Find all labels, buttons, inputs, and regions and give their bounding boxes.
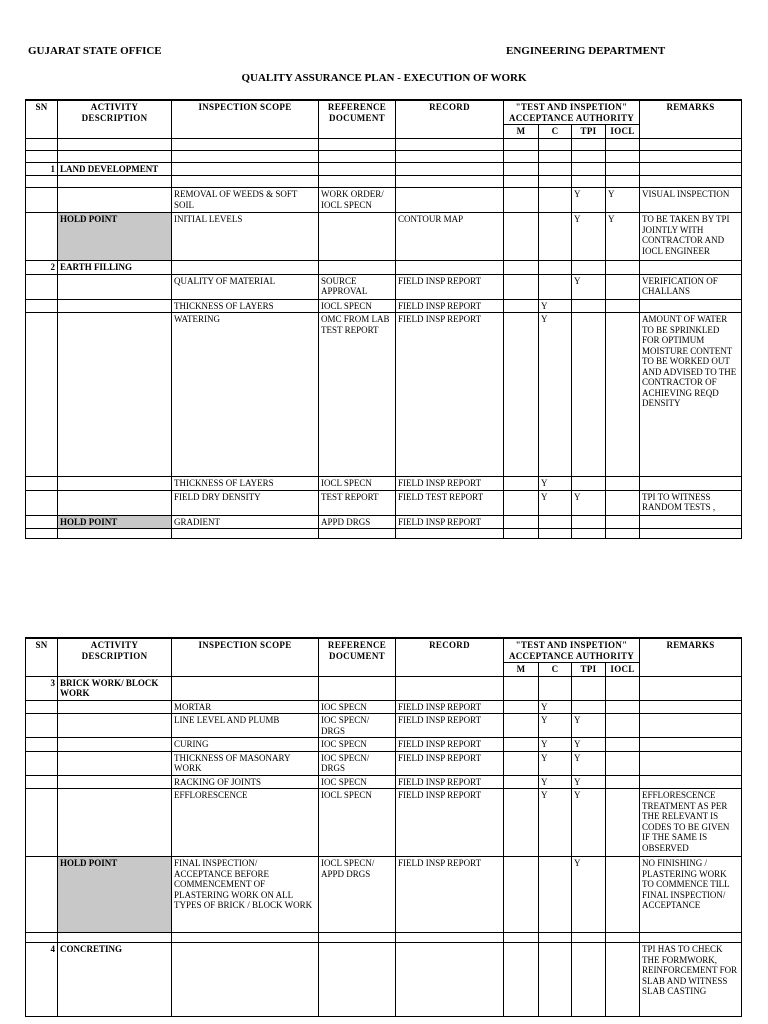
activity-cell: CONCRETING xyxy=(58,943,172,1017)
activity-cell xyxy=(58,477,172,491)
remarks-cell xyxy=(640,150,742,162)
record-cell xyxy=(396,676,504,700)
c-cell xyxy=(539,162,572,176)
record-cell: FIELD INSP REPORT xyxy=(396,299,504,313)
reference-cell xyxy=(319,529,396,539)
table-row xyxy=(26,714,742,738)
c-cell: Y xyxy=(539,775,572,789)
scope-cell xyxy=(172,138,319,150)
iocl-cell xyxy=(606,477,640,491)
col-authority: "TEST AND INSPETION" ACCEPTANCE AUTHORITY xyxy=(504,100,640,125)
scope-cell: EFFLORESCENCE xyxy=(172,789,319,857)
m-cell xyxy=(504,299,539,313)
sn-cell xyxy=(26,188,58,213)
m-cell xyxy=(504,789,539,857)
scope-cell: CURING xyxy=(172,738,319,752)
col-activity: ACTIVITY DESCRIPTION xyxy=(58,638,172,676)
remarks-cell xyxy=(640,714,742,738)
reference-cell: IOC SPECN/ DRGS xyxy=(319,751,396,775)
m-cell xyxy=(504,714,539,738)
scope-cell xyxy=(172,261,319,275)
sn-cell xyxy=(26,313,58,477)
tpi-cell xyxy=(572,150,606,162)
reference-cell: IOCL SPECN xyxy=(319,477,396,491)
sn-cell xyxy=(26,714,58,738)
col-scope: INSPECTION SCOPE xyxy=(172,100,319,138)
col-iocl: IOCL xyxy=(606,125,640,139)
record-cell: FIELD INSP REPORT xyxy=(396,700,504,714)
m-cell xyxy=(504,943,539,1017)
table-row xyxy=(26,477,742,491)
activity-cell: HOLD POINT xyxy=(58,515,172,529)
scope-cell xyxy=(172,176,319,188)
m-cell xyxy=(504,213,539,261)
m-cell xyxy=(504,751,539,775)
record-cell xyxy=(396,176,504,188)
record-cell xyxy=(396,933,504,943)
m-cell xyxy=(504,775,539,789)
sn-cell xyxy=(26,529,58,539)
scope-cell: RACKING OF JOINTS xyxy=(172,775,319,789)
col-scope: INSPECTION SCOPE xyxy=(172,638,319,676)
table-row xyxy=(26,738,742,752)
remarks-cell xyxy=(640,775,742,789)
reference-cell xyxy=(319,933,396,943)
table-row xyxy=(26,188,742,213)
record-cell: CONTOUR MAP xyxy=(396,213,504,261)
iocl-cell xyxy=(606,700,640,714)
record-cell: FIELD INSP REPORT xyxy=(396,738,504,752)
remarks-cell: EFFLORESCENCE TREATMENT AS PER THE RELEVANT IS CODES TO BE GIVEN IF THE SAME IS OBSERVED xyxy=(640,789,742,857)
c-cell xyxy=(539,150,572,162)
record-cell xyxy=(396,138,504,150)
record-cell xyxy=(396,529,504,539)
tpi-cell xyxy=(572,138,606,150)
activity-cell: HOLD POINT xyxy=(58,857,172,933)
table-row xyxy=(26,700,742,714)
remarks-cell xyxy=(640,162,742,176)
c-cell xyxy=(539,529,572,539)
scope-cell xyxy=(172,162,319,176)
scope-cell: THICKNESS OF LAYERS xyxy=(172,477,319,491)
scope-cell xyxy=(172,150,319,162)
remarks-cell xyxy=(640,515,742,529)
tpi-cell: Y xyxy=(572,789,606,857)
activity-cell xyxy=(58,490,172,515)
col-sn: SN xyxy=(26,100,58,138)
sn-cell xyxy=(26,477,58,491)
c-cell xyxy=(539,933,572,943)
iocl-cell xyxy=(606,775,640,789)
remarks-cell xyxy=(640,751,742,775)
iocl-cell xyxy=(606,299,640,313)
tpi-cell xyxy=(572,176,606,188)
m-cell xyxy=(504,477,539,491)
scope-cell: MORTAR xyxy=(172,700,319,714)
c-cell xyxy=(539,261,572,275)
iocl-cell xyxy=(606,150,640,162)
c-cell: Y xyxy=(539,714,572,738)
reference-cell xyxy=(319,150,396,162)
activity-cell: LAND DEVELOPMENT xyxy=(58,162,172,176)
c-cell xyxy=(539,857,572,933)
tpi-cell xyxy=(572,162,606,176)
activity-cell xyxy=(58,274,172,299)
activity-cell: HOLD POINT xyxy=(58,213,172,261)
iocl-cell: Y xyxy=(606,188,640,213)
tpi-cell xyxy=(572,933,606,943)
activity-cell xyxy=(58,138,172,150)
tpi-cell xyxy=(572,676,606,700)
table-row xyxy=(26,162,742,176)
reference-cell: IOC SPECN xyxy=(319,738,396,752)
m-cell xyxy=(504,738,539,752)
iocl-cell xyxy=(606,313,640,477)
table-row xyxy=(26,789,742,857)
activity-cell xyxy=(58,299,172,313)
scope-cell: FIELD DRY DENSITY xyxy=(172,490,319,515)
sn-cell xyxy=(26,138,58,150)
col-remarks: REMARKS xyxy=(640,638,742,676)
tpi-cell xyxy=(572,299,606,313)
c-cell: Y xyxy=(539,477,572,491)
m-cell xyxy=(504,515,539,529)
remarks-cell: NO FINISHING / PLASTERING WORK TO COMMENCE TILL FINAL INSPECTION/ ACCEPTANCE xyxy=(640,857,742,933)
c-cell: Y xyxy=(539,738,572,752)
iocl-cell xyxy=(606,490,640,515)
iocl-cell xyxy=(606,138,640,150)
m-cell xyxy=(504,188,539,213)
department-name: ENGINEERING DEPARTMENT xyxy=(506,45,666,57)
reference-cell xyxy=(319,162,396,176)
c-cell xyxy=(539,515,572,529)
reference-cell: OMC FROM LAB TEST REPORT xyxy=(319,313,396,477)
table-row xyxy=(26,933,742,943)
col-authority: "TEST AND INSPETION" ACCEPTANCE AUTHORITY xyxy=(504,638,640,663)
qap-table-1 xyxy=(25,99,742,539)
table-row xyxy=(26,213,742,261)
scope-cell: WATERING xyxy=(172,313,319,477)
table-row xyxy=(26,299,742,313)
iocl-cell xyxy=(606,857,640,933)
tpi-cell xyxy=(572,700,606,714)
c-cell xyxy=(539,176,572,188)
c-cell xyxy=(539,138,572,150)
reference-cell xyxy=(319,261,396,275)
scope-cell xyxy=(172,943,319,1017)
reference-cell: SOURCE APPROVAL xyxy=(319,274,396,299)
activity-cell: BRICK WORK/ BLOCK WORK xyxy=(58,676,172,700)
remarks-cell xyxy=(640,176,742,188)
col-m: M xyxy=(504,663,539,677)
reference-cell: IOCL SPECN/ APPD DRGS xyxy=(319,857,396,933)
page-title: QUALITY ASSURANCE PLAN - EXECUTION OF WORK xyxy=(241,72,527,84)
tpi-cell xyxy=(572,477,606,491)
c-cell: Y xyxy=(539,313,572,477)
remarks-cell xyxy=(640,477,742,491)
c-cell: Y xyxy=(539,490,572,515)
table-1-body xyxy=(26,138,742,539)
m-cell xyxy=(504,176,539,188)
activity-cell: EARTH FILLING xyxy=(58,261,172,275)
record-cell xyxy=(396,261,504,275)
iocl-cell xyxy=(606,943,640,1017)
activity-cell xyxy=(58,738,172,752)
iocl-cell xyxy=(606,933,640,943)
activity-cell xyxy=(58,775,172,789)
tpi-cell: Y xyxy=(572,857,606,933)
iocl-cell xyxy=(606,176,640,188)
scope-cell: GRADIENT xyxy=(172,515,319,529)
record-cell: FIELD INSP REPORT xyxy=(396,751,504,775)
reference-cell: IOCL SPECN xyxy=(319,789,396,857)
reference-cell: IOCL SPECN xyxy=(319,299,396,313)
reference-cell: APPD DRGS xyxy=(319,515,396,529)
tpi-cell: Y xyxy=(572,490,606,515)
record-cell: FIELD INSP REPORT xyxy=(396,274,504,299)
col-tpi: TPI xyxy=(572,125,606,139)
m-cell xyxy=(504,700,539,714)
activity-cell xyxy=(58,188,172,213)
record-cell xyxy=(396,150,504,162)
table-row xyxy=(26,529,742,539)
tpi-cell: Y xyxy=(572,775,606,789)
remarks-cell xyxy=(640,700,742,714)
sn-cell xyxy=(26,490,58,515)
c-cell: Y xyxy=(539,299,572,313)
record-cell: FIELD INSP REPORT xyxy=(396,789,504,857)
m-cell xyxy=(504,313,539,477)
sn-cell xyxy=(26,274,58,299)
sn-cell xyxy=(26,775,58,789)
scope-cell: LINE LEVEL AND PLUMB xyxy=(172,714,319,738)
reference-cell: WORK ORDER/ IOCL SPECN xyxy=(319,188,396,213)
record-cell: FIELD INSP REPORT xyxy=(396,477,504,491)
col-c: C xyxy=(539,663,572,677)
iocl-cell xyxy=(606,738,640,752)
m-cell xyxy=(504,676,539,700)
sn-cell: 2 xyxy=(26,261,58,275)
remarks-cell: TPI TO WITNESS RANDOM TESTS , xyxy=(640,490,742,515)
record-cell: FIELD INSP REPORT xyxy=(396,857,504,933)
iocl-cell xyxy=(606,274,640,299)
table-row xyxy=(26,515,742,529)
iocl-cell xyxy=(606,751,640,775)
scope-cell: REMOVAL OF WEEDS & SOFT SOIL xyxy=(172,188,319,213)
sn-cell xyxy=(26,213,58,261)
sn-cell xyxy=(26,299,58,313)
reference-cell xyxy=(319,943,396,1017)
tpi-cell: Y xyxy=(572,714,606,738)
activity-cell xyxy=(58,933,172,943)
scope-cell: FINAL INSPECTION/ ACCEPTANCE BEFORE COMMENCEMENT OF PLASTERING WORK ON ALL TYPES OF BRICK / BLOCK WORK xyxy=(172,857,319,933)
col-tpi: TPI xyxy=(572,663,606,677)
sn-cell xyxy=(26,789,58,857)
c-cell: Y xyxy=(539,751,572,775)
activity-cell xyxy=(58,176,172,188)
sn-cell: 4 xyxy=(26,943,58,1017)
col-record: RECORD xyxy=(396,638,504,676)
col-sn: SN xyxy=(26,638,58,676)
remarks-cell: TPI HAS TO CHECK THE FORMWORK, REINFORCEMENT FOR SLAB AND WITNESS SLAB CASTING xyxy=(640,943,742,1017)
remarks-cell xyxy=(640,261,742,275)
sn-cell xyxy=(26,150,58,162)
iocl-cell xyxy=(606,515,640,529)
remarks-cell: AMOUNT OF WATER TO BE SPRINKLED FOR OPTIMUM MOISTURE CONTENT TO BE WORKED OUT AND ADVISED TO THE CONTRACTOR OF ACHIEVING REQD DENSITY xyxy=(640,313,742,477)
col-record: RECORD xyxy=(396,100,504,138)
col-iocl: IOCL xyxy=(606,663,640,677)
table-2-body xyxy=(26,676,742,1017)
col-reference: REFERENCE DOCUMENT xyxy=(319,100,396,138)
reference-cell xyxy=(319,213,396,261)
table-row xyxy=(26,775,742,789)
m-cell xyxy=(504,138,539,150)
remarks-cell: VERIFICATION OF CHALLANS xyxy=(640,274,742,299)
record-cell: FIELD INSP REPORT xyxy=(396,775,504,789)
remarks-cell xyxy=(640,676,742,700)
c-cell xyxy=(539,188,572,213)
remarks-cell xyxy=(640,933,742,943)
tpi-cell: Y xyxy=(572,213,606,261)
c-cell: Y xyxy=(539,700,572,714)
m-cell xyxy=(504,162,539,176)
scope-cell: INITIAL LEVELS xyxy=(172,213,319,261)
m-cell xyxy=(504,150,539,162)
table-row xyxy=(26,150,742,162)
table-row xyxy=(26,943,742,1017)
iocl-cell xyxy=(606,529,640,539)
tpi-cell xyxy=(572,529,606,539)
sn-cell xyxy=(26,751,58,775)
record-cell xyxy=(396,943,504,1017)
iocl-cell: Y xyxy=(606,213,640,261)
m-cell xyxy=(504,490,539,515)
sn-cell xyxy=(26,176,58,188)
tpi-cell xyxy=(572,943,606,1017)
table-row xyxy=(26,176,742,188)
tpi-cell: Y xyxy=(572,274,606,299)
record-cell xyxy=(396,162,504,176)
record-cell xyxy=(396,188,504,213)
remarks-cell: VISUAL INSPECTION xyxy=(640,188,742,213)
col-reference: REFERENCE DOCUMENT xyxy=(319,638,396,676)
tpi-cell xyxy=(572,515,606,529)
scope-cell xyxy=(172,529,319,539)
iocl-cell xyxy=(606,789,640,857)
table-row xyxy=(26,490,742,515)
office-name: GUJARAT STATE OFFICE xyxy=(28,45,162,57)
iocl-cell xyxy=(606,714,640,738)
table-row xyxy=(26,857,742,933)
m-cell xyxy=(504,933,539,943)
sn-cell xyxy=(26,738,58,752)
reference-cell: IOC SPECN xyxy=(319,700,396,714)
table-row xyxy=(26,138,742,150)
activity-cell xyxy=(58,150,172,162)
tpi-cell xyxy=(572,313,606,477)
remarks-cell xyxy=(640,738,742,752)
record-cell: FIELD INSP REPORT xyxy=(396,714,504,738)
record-cell: FIELD TEST REPORT xyxy=(396,490,504,515)
scope-cell: QUALITY OF MATERIAL xyxy=(172,274,319,299)
scope-cell xyxy=(172,933,319,943)
remarks-cell: TO BE TAKEN BY TPI JOINTLY WITH CONTRACTOR AND IOCL ENGINEER xyxy=(640,213,742,261)
c-cell xyxy=(539,676,572,700)
activity-cell xyxy=(58,714,172,738)
table-row xyxy=(26,274,742,299)
c-cell xyxy=(539,943,572,1017)
activity-cell xyxy=(58,789,172,857)
table-row xyxy=(26,261,742,275)
tpi-cell: Y xyxy=(572,751,606,775)
col-remarks: REMARKS xyxy=(640,100,742,138)
col-activity: ACTIVITY DESCRIPTION xyxy=(58,100,172,138)
scope-cell: THICKNESS OF MASONARY WORK xyxy=(172,751,319,775)
iocl-cell xyxy=(606,261,640,275)
table-row xyxy=(26,676,742,700)
table-row xyxy=(26,751,742,775)
tpi-cell xyxy=(572,261,606,275)
reference-cell xyxy=(319,176,396,188)
m-cell xyxy=(504,529,539,539)
m-cell xyxy=(504,274,539,299)
c-cell: Y xyxy=(539,789,572,857)
sn-cell: 1 xyxy=(26,162,58,176)
reference-cell xyxy=(319,138,396,150)
sn-cell: 3 xyxy=(26,676,58,700)
scope-cell: THICKNESS OF LAYERS xyxy=(172,299,319,313)
sn-cell xyxy=(26,857,58,933)
m-cell xyxy=(504,857,539,933)
remarks-cell xyxy=(640,299,742,313)
iocl-cell xyxy=(606,676,640,700)
m-cell xyxy=(504,261,539,275)
col-m: M xyxy=(504,125,539,139)
remarks-cell xyxy=(640,529,742,539)
activity-cell xyxy=(58,529,172,539)
activity-cell xyxy=(58,751,172,775)
tpi-cell: Y xyxy=(572,738,606,752)
reference-cell: IOC SPECN/ DRGS xyxy=(319,714,396,738)
activity-cell xyxy=(58,700,172,714)
table-row xyxy=(26,313,742,477)
activity-cell xyxy=(58,313,172,477)
reference-cell xyxy=(319,676,396,700)
sn-cell xyxy=(26,515,58,529)
record-cell: FIELD INSP REPORT xyxy=(396,515,504,529)
remarks-cell xyxy=(640,138,742,150)
reference-cell: TEST REPORT xyxy=(319,490,396,515)
reference-cell: IOC SPECN xyxy=(319,775,396,789)
record-cell: FIELD INSP REPORT xyxy=(396,313,504,477)
c-cell xyxy=(539,213,572,261)
scope-cell xyxy=(172,676,319,700)
iocl-cell xyxy=(606,162,640,176)
sn-cell xyxy=(26,700,58,714)
c-cell xyxy=(539,274,572,299)
qap-table-2 xyxy=(25,637,742,1017)
col-c: C xyxy=(539,125,572,139)
tpi-cell: Y xyxy=(572,188,606,213)
sn-cell xyxy=(26,933,58,943)
